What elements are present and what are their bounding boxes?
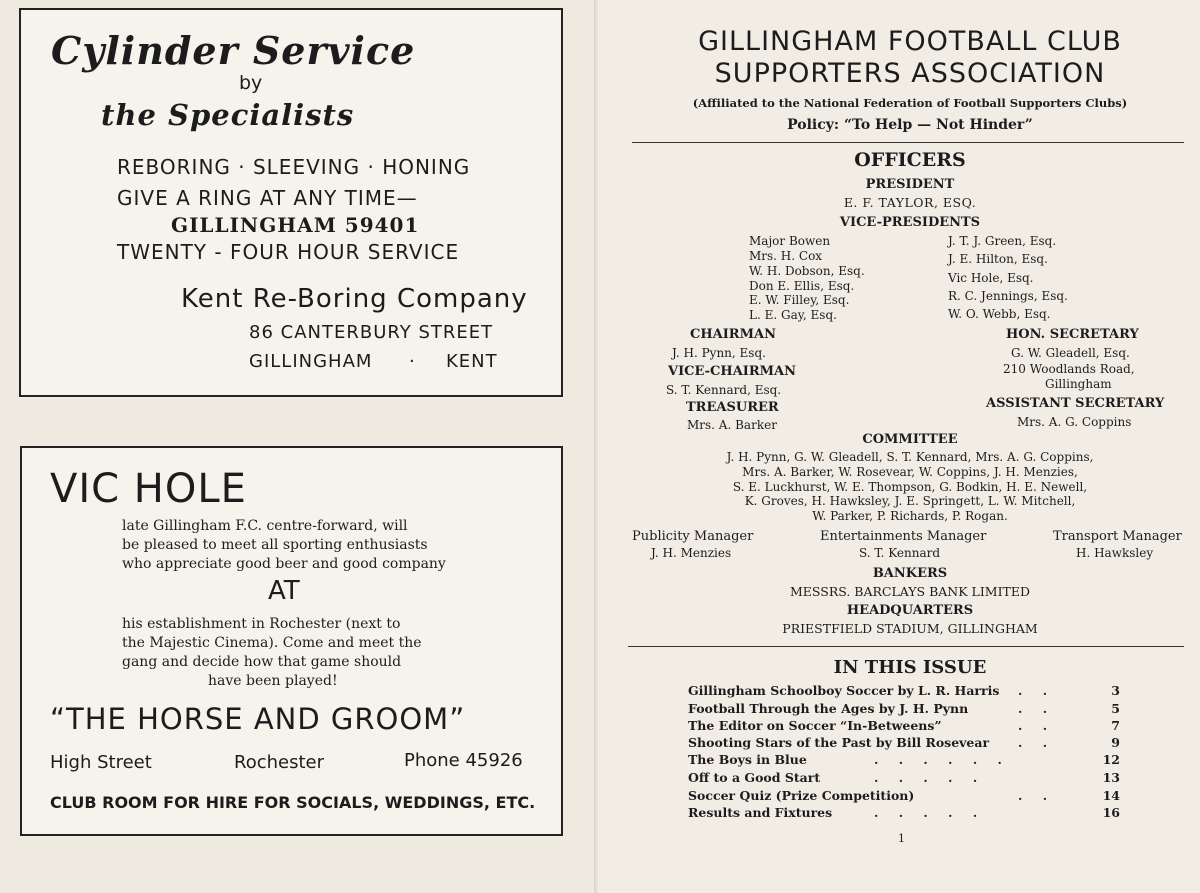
contents-row bbox=[688, 752, 1120, 769]
transport-label: Transport Manager bbox=[1053, 529, 1182, 544]
affiliation: (Affiliated to the National Federation of Football Supporters Clubs) bbox=[692, 96, 1128, 110]
committee-line-3: K. Groves, H. Hawksley, J. E. Springett, L. W. Mitchell, bbox=[744, 494, 1076, 508]
chairman-label: CHAIRMAN bbox=[690, 327, 776, 342]
contents-title: Gillingham Schoolboy Soccer by L. R. Harris bbox=[688, 683, 1000, 698]
contents-row bbox=[688, 701, 1120, 718]
ad2-p2-line4: have been played! bbox=[208, 673, 338, 689]
in-this-issue-heading: IN THIS ISSUE bbox=[833, 657, 987, 678]
ad1-ring-line: GIVE A RING AT ANY TIME— bbox=[117, 186, 418, 210]
committee-line-4: W. Parker, P. Richards, P. Rogan. bbox=[812, 509, 1008, 523]
vp-left-0: Major Bowen bbox=[749, 234, 831, 248]
entertainments-name: S. T. Kennard bbox=[859, 546, 941, 560]
hon-secretary-address-2: Gillingham bbox=[1045, 377, 1112, 391]
vp-left-1: Mrs. H. Cox bbox=[749, 249, 823, 263]
contents-dots: . . . . . . bbox=[874, 752, 1010, 767]
contents-row bbox=[688, 735, 1120, 752]
contents-dots: . . . . . bbox=[874, 805, 986, 820]
ad2-p2-line2: the Majestic Cinema). Come and meet the bbox=[122, 635, 422, 651]
title-line2: SUPPORTERS ASSOCIATION bbox=[714, 58, 1106, 89]
hon-secretary-address-1: 210 Woodlands Road, bbox=[1003, 362, 1135, 376]
contents-title: The Editor on Soccer “In-Betweens” bbox=[688, 718, 942, 733]
contents-title: Off to a Good Start bbox=[688, 770, 821, 785]
contents-page: 3 bbox=[1111, 683, 1120, 698]
entertainments-label: Entertainments Manager bbox=[820, 529, 987, 544]
assistant-secretary-name: Mrs. A. G. Coppins bbox=[1017, 415, 1132, 429]
ad2-phone: Phone 45926 bbox=[404, 750, 523, 771]
contents-dots: . . bbox=[1018, 788, 1056, 803]
bankers-name: MESSRS. BARCLAYS BANK LIMITED bbox=[789, 584, 1031, 599]
contents-divider bbox=[628, 646, 1184, 647]
contents-row bbox=[688, 770, 1120, 787]
vp-left-3: Don E. Ellis, Esq. bbox=[749, 279, 855, 293]
contents-dots: . . bbox=[1018, 735, 1056, 750]
ad1-dot: · bbox=[409, 351, 415, 372]
committee-line-1: Mrs. A. Barker, W. Rosevear, W. Coppins, J. H. Menzies, bbox=[742, 465, 1078, 479]
ad1-phone: GILLINGHAM 59401 bbox=[171, 213, 420, 237]
ad2-p1-line3: who appreciate good beer and good company bbox=[122, 556, 446, 572]
vp-right-1: J. E. Hilton, Esq. bbox=[948, 252, 1048, 266]
contents-page: 16 bbox=[1102, 805, 1120, 820]
vp-right-4: W. O. Webb, Esq. bbox=[948, 307, 1051, 321]
ad2-footer: CLUB ROOM FOR HIRE FOR SOCIALS, WEDDINGS, ETC. bbox=[50, 793, 536, 812]
page-number: 1 bbox=[898, 832, 905, 845]
ad1-by: by bbox=[239, 72, 263, 94]
hon-secretary-name: G. W. Gleadell, Esq. bbox=[1011, 346, 1130, 360]
ad1-town: GILLINGHAM bbox=[249, 351, 373, 372]
left-page bbox=[0, 0, 596, 893]
president-label: PRESIDENT bbox=[865, 177, 955, 192]
contents-page: 14 bbox=[1102, 788, 1120, 803]
headquarters-label: HEADQUARTERS bbox=[846, 603, 974, 618]
bankers-label: BANKERS bbox=[872, 566, 948, 581]
ad2-street: High Street bbox=[50, 752, 152, 773]
policy: Policy: “To Help — Not Hinder” bbox=[787, 117, 1033, 133]
cylinder-service-ad bbox=[19, 8, 563, 397]
ad2-p2-line1: his establishment in Rochester (next to bbox=[122, 616, 401, 632]
contents-dots: . . . . . bbox=[874, 770, 986, 785]
committee-line-2: S. E. Luckhurst, W. E. Thompson, G. Bodkin, H. E. Newell, bbox=[732, 480, 1088, 494]
contents-page: 9 bbox=[1111, 735, 1120, 750]
treasurer-name: Mrs. A. Barker bbox=[687, 418, 777, 432]
contents-row bbox=[688, 788, 1120, 805]
ad2-p1-line2: be pleased to meet all sporting enthusiasts bbox=[122, 537, 428, 553]
vic-hole-ad bbox=[20, 446, 563, 836]
contents-dots: . . bbox=[1018, 701, 1056, 716]
ad1-subhead: the Specialists bbox=[101, 98, 355, 132]
committee-label: COMMITTEE bbox=[862, 432, 958, 447]
contents-page: 7 bbox=[1111, 718, 1120, 733]
committee-line-0: J. H. Pynn, G. W. Gleadell, S. T. Kennard, Mrs. A. G. Coppins, bbox=[726, 450, 1094, 464]
ad1-services: REBORING · SLEEVING · HONING bbox=[117, 155, 471, 179]
contents-page: 12 bbox=[1102, 752, 1120, 767]
contents-title: Shooting Stars of the Past by Bill Rosevear bbox=[688, 735, 990, 750]
contents-title: The Boys in Blue bbox=[688, 752, 807, 767]
treasurer-label: TREASURER bbox=[686, 400, 779, 415]
vice-chairman-name: S. T. Kennard, Esq. bbox=[666, 383, 782, 397]
chairman-name: J. H. Pynn, Esq. bbox=[672, 346, 766, 360]
header-divider bbox=[632, 142, 1184, 143]
contents-page: 5 bbox=[1111, 701, 1120, 716]
vp-right-3: R. C. Jennings, Esq. bbox=[948, 289, 1068, 303]
contents-title: Results and Fixtures bbox=[688, 805, 833, 820]
ad2-p2-line3: gang and decide how that game should bbox=[122, 654, 402, 670]
ad1-hours: TWENTY - FOUR HOUR SERVICE bbox=[117, 240, 460, 264]
contents-page: 13 bbox=[1102, 770, 1120, 785]
contents-row bbox=[688, 718, 1120, 735]
vice-chairman-label: VICE-CHAIRMAN bbox=[668, 364, 797, 379]
contents-dots: . . bbox=[1018, 718, 1056, 733]
hon-secretary-label: HON. SECRETARY bbox=[1006, 327, 1139, 342]
vp-right-0: J. T. J. Green, Esq. bbox=[948, 234, 1057, 248]
vp-left-5: L. E. Gay, Esq. bbox=[749, 308, 837, 322]
headquarters-name: PRIESTFIELD STADIUM, GILLINGHAM bbox=[782, 621, 1038, 636]
title-line1: GILLINGHAM FOOTBALL CLUB bbox=[698, 26, 1122, 57]
contents-row bbox=[688, 683, 1120, 700]
publicity-label: Publicity Manager bbox=[632, 529, 754, 544]
contents-title: Soccer Quiz (Prize Competition) bbox=[688, 788, 915, 803]
vp-left-4: E. W. Filley, Esq. bbox=[749, 293, 850, 307]
ad1-company: Kent Re-Boring Company bbox=[181, 284, 528, 314]
vp-left-2: W. H. Dobson, Esq. bbox=[749, 264, 865, 278]
assistant-secretary-label: ASSISTANT SECRETARY bbox=[986, 396, 1165, 411]
ad2-at: AT bbox=[268, 576, 300, 606]
contents-row bbox=[688, 805, 1120, 822]
president-name: E. F. TAYLOR, ESQ. bbox=[843, 195, 977, 210]
ad2-name: VIC HOLE bbox=[50, 466, 247, 512]
vice-presidents-label: VICE-PRESIDENTS bbox=[839, 215, 981, 230]
ad1-county: KENT bbox=[446, 351, 498, 372]
contents-dots: . . bbox=[1018, 683, 1056, 698]
ad2-town: Rochester bbox=[234, 752, 324, 773]
ad2-p1-line1: late Gillingham F.C. centre-forward, will bbox=[122, 518, 408, 534]
vp-right-2: Vic Hole, Esq. bbox=[948, 271, 1034, 285]
ad2-pub-name: “THE HORSE AND GROOM” bbox=[50, 702, 466, 736]
transport-name: H. Hawksley bbox=[1076, 546, 1154, 560]
publicity-name: J. H. Menzies bbox=[651, 546, 732, 560]
officers-heading: OFFICERS bbox=[854, 149, 966, 171]
ad1-street: 86 CANTERBURY STREET bbox=[249, 322, 494, 343]
contents-title: Football Through the Ages by J. H. Pynn bbox=[688, 701, 969, 716]
ad1-headline: Cylinder Service bbox=[51, 28, 416, 73]
